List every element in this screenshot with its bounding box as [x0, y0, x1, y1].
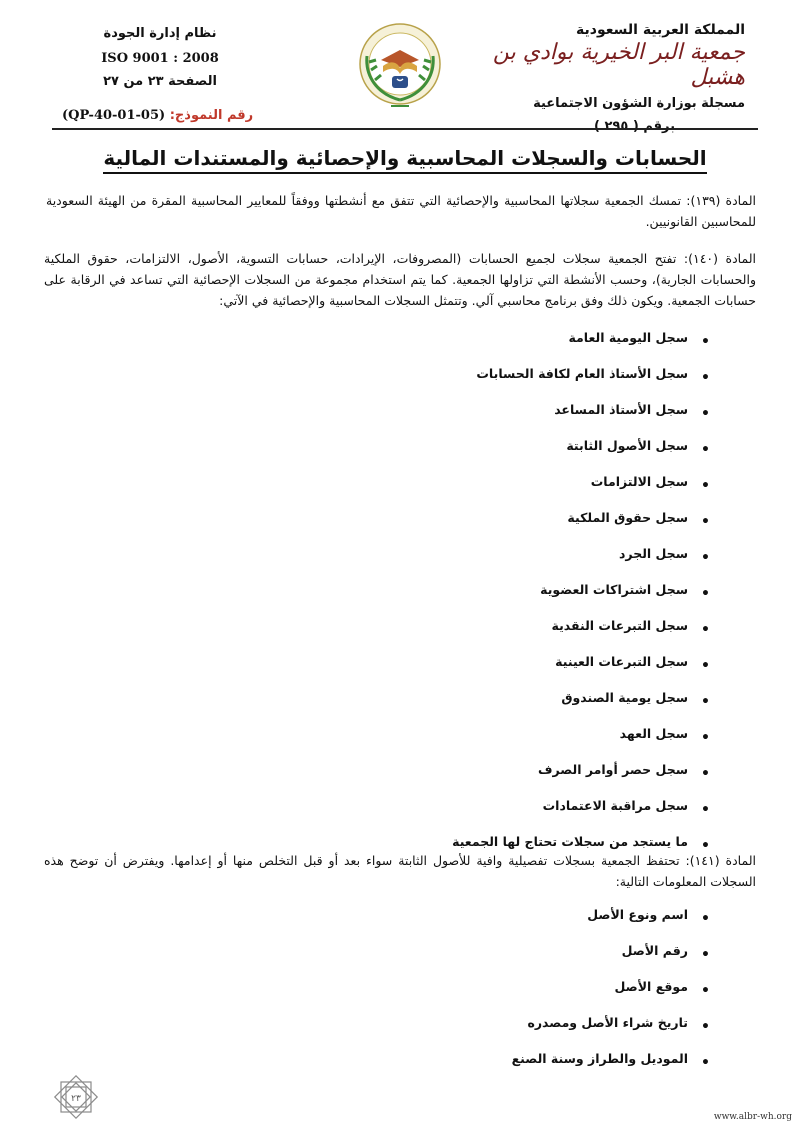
list-item: • رقم الأصل — [512, 941, 710, 977]
list-item: • سجل الجرد — [452, 544, 710, 580]
list-item: • سجل الأصول الثابتة — [452, 436, 710, 472]
list-item: • سجل التبرعات النقدية — [452, 616, 710, 652]
list-item: • سجل التبرعات العينية — [452, 652, 710, 688]
article-139: المادة (١٣٩): تمسك الجمعية سجلاتها المحاسبية والإحصائية التي تتفق مع أنشطتها ووفقاً للمعايير المحاسبية المقرة من الهيئة السعودية للمحاسبين القانونيين. — [46, 193, 756, 229]
list-item: • موقع الأصل — [512, 977, 710, 1013]
registration-number: برقم ( ٢٩٥ ) — [594, 119, 675, 134]
section-title-wrap — [52, 146, 758, 170]
list-item: • سجل الالتزامات — [452, 472, 710, 508]
website-url: www.albr-wh.org — [713, 1112, 792, 1122]
list-item: • سجل الأستاذ المساعد — [452, 400, 710, 436]
organization-name: جمعية البر الخيرية بوادي بن هشبل — [492, 40, 745, 90]
organization-logo — [357, 20, 443, 116]
page-number-star-icon — [52, 1074, 100, 1120]
list-item: • سجل الأستاذ العام لكافة الحسابات — [452, 364, 710, 400]
form-number-row — [62, 108, 253, 123]
asset-info-list — [512, 905, 710, 1085]
article-141: المادة (١٤١): تحتفظ الجمعية بسجلات تفصيلية وافية للأصول الثابتة سواء بعد أو قبل التخلص منها أو إعدامها. ويفترض أن توضح هذه السجلات المعلومات التالية: — [44, 853, 756, 889]
page-number: ٢٣ — [71, 1094, 81, 1104]
list-item: • سجل اليومية العامة — [452, 328, 710, 364]
form-number-label: رقم النموذج: — [169, 108, 254, 123]
list-item: • سجل يومية الصندوق — [452, 688, 710, 724]
form-number-code: (QP-40-01-05) — [62, 108, 166, 123]
iso-standard: ISO 9001 : 2008 — [101, 51, 219, 66]
list-item: • سجل مراقبة الاعتمادات — [452, 796, 710, 832]
list-item: • تاريخ شراء الأصل ومصدره — [512, 1013, 710, 1049]
header-divider — [52, 128, 758, 130]
list-item: • سجل حصر أوامر الصرف — [452, 760, 710, 796]
list-item: • سجل العهد — [452, 724, 710, 760]
list-item: • سجل حقوق الملكية — [452, 508, 710, 544]
header-left-block — [60, 26, 260, 89]
article-140: المادة (١٤٠): تفتح الجمعية سجلات لجميع الحسابات (المصروفات، الإيرادات، حسابات التسوية، الأصول، الالتزامات، حقوق الملكية والحسابات الجارية)، وحسب الأنشطة التي تزاولها الجمعية. كما يتم استخدام مجموعة من السجلات الإحصائية التي تساعد في الرقابة على حسابات الجمعية. ويكون ذلك وفق برنامج محاسبي آلي. وتتمثل السجلات المحاسبية والإحصائية في الآتي: — [44, 251, 756, 308]
kingdom-name: المملكة العربية السعودية — [576, 22, 745, 38]
quality-system-label: نظام إدارة الجودة — [103, 26, 217, 41]
page-info: الصفحة ٢٣ من ٢٧ — [103, 74, 217, 89]
section-title: الحسابات والسجلات المحاسبية والإحصائية والمستندات المالية — [103, 146, 706, 174]
registration-text: مسجلة بوزارة الشؤون الاجتماعية — [533, 96, 745, 111]
list-item: • ما يستجد من سجلات تحتاج لها الجمعية — [452, 832, 710, 868]
records-list — [452, 328, 710, 868]
header-right-block — [485, 22, 745, 134]
list-item: • الموديل والطراز وسنة الصنع — [512, 1049, 710, 1085]
list-item: • سجل اشتراكات العضوية — [452, 580, 710, 616]
list-item: • اسم ونوع الأصل — [512, 905, 710, 941]
